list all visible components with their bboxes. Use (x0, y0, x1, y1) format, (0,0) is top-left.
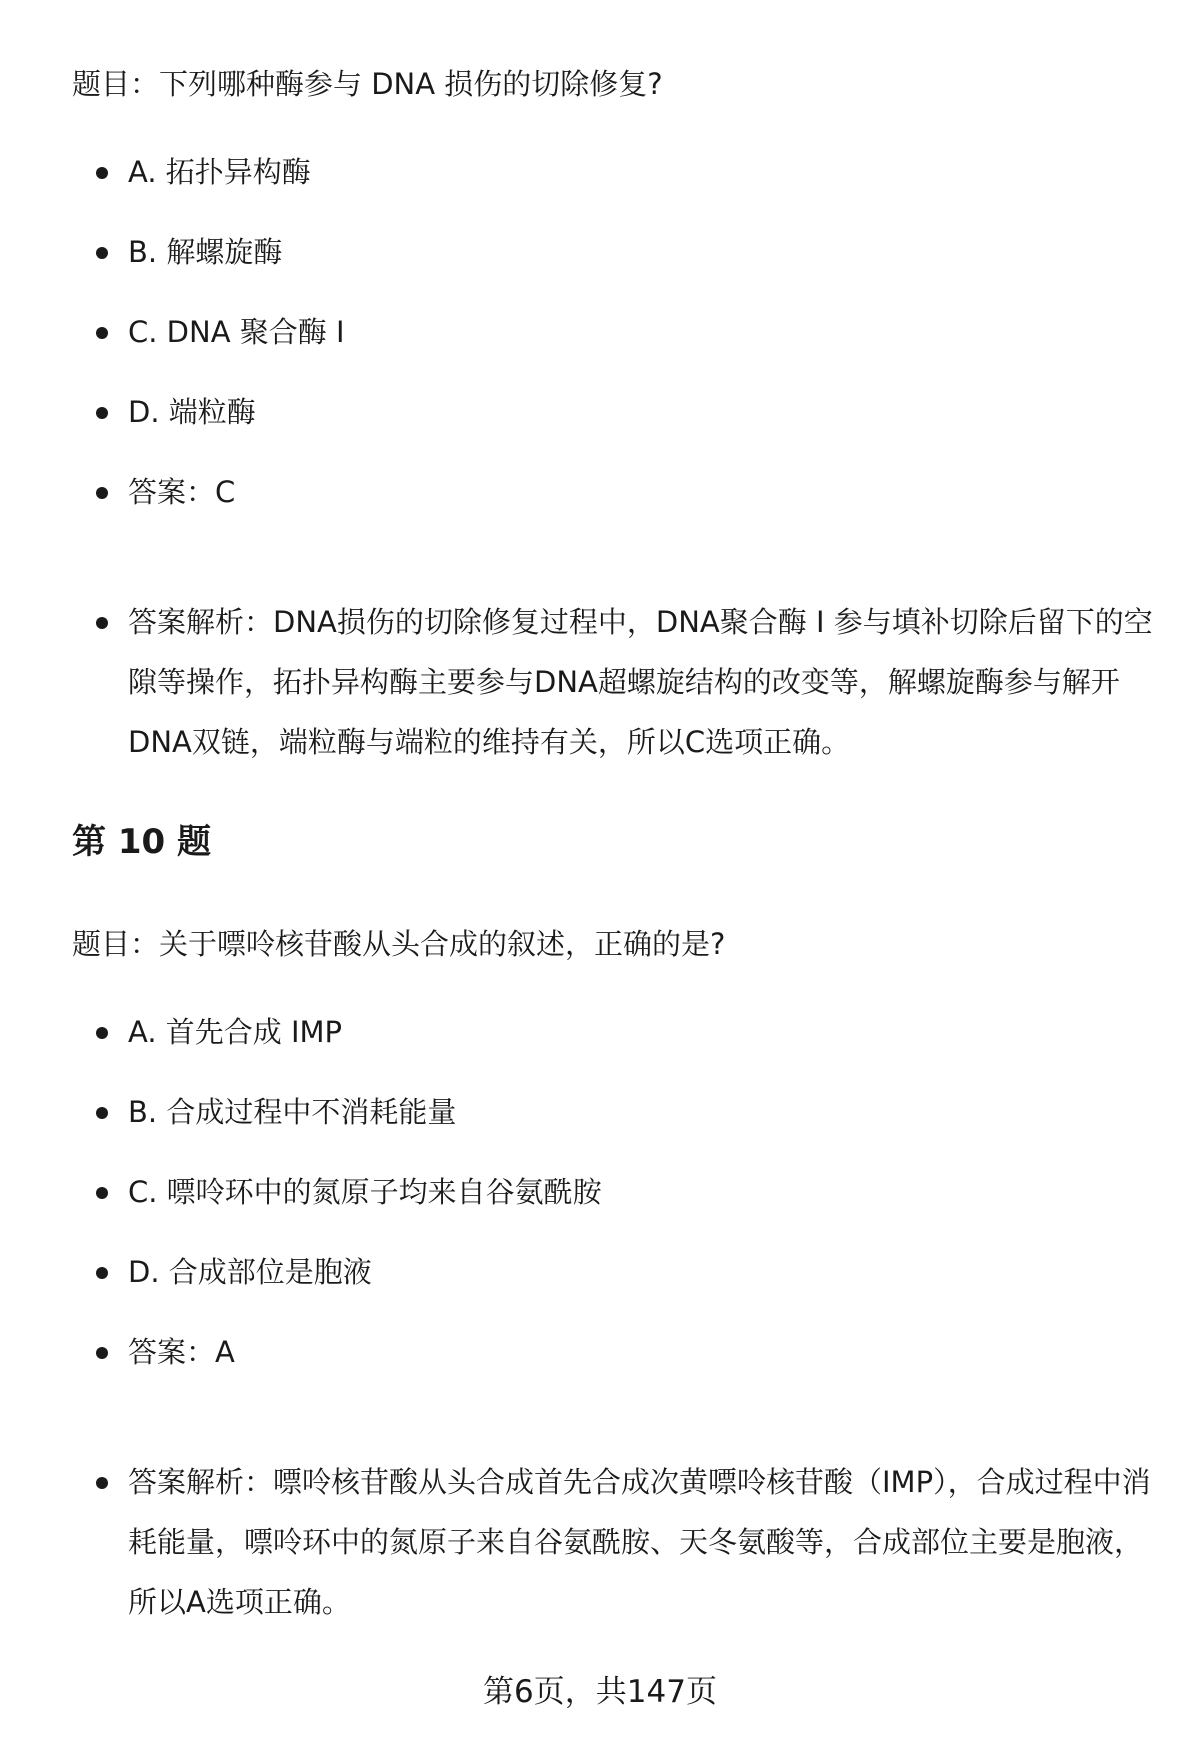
question-10-heading: 第 10 题 (72, 822, 211, 862)
question-9-option-a (96, 142, 1160, 202)
explanation-text: 答案解析：嘌呤核苷酸从头合成首先合成次黄嘌呤核苷酸（IMP），合成过程中消耗能量，嘌呤环中的氮原子来自谷氨酰胺、天冬氨酸等，合成部位主要是胞液，所以A选项正确。 (128, 1465, 1151, 1619)
option-text: B. 解螺旋酶 (128, 235, 283, 269)
bullet-icon (96, 617, 108, 629)
answer-text: 答案：C (128, 475, 236, 509)
question-9-option-b (96, 222, 1160, 282)
bullet-icon (96, 1267, 108, 1279)
question-10-option-d (96, 1242, 1160, 1302)
bullet-icon (96, 1027, 108, 1039)
option-text: C. DNA 聚合酶 I (128, 315, 345, 349)
question-9-prompt: 题目：下列哪种酶参与 DNA 损伤的切除修复? (72, 67, 663, 101)
question-9-option-c (96, 302, 1160, 362)
question-10-option-c (96, 1162, 1160, 1222)
option-text: A. 首先合成 IMP (128, 1015, 343, 1049)
bullet-icon (96, 327, 108, 339)
question-10-option-a (96, 1002, 1160, 1062)
question-9-option-d (96, 382, 1160, 442)
bullet-icon (96, 1187, 108, 1199)
bullet-icon (96, 407, 108, 419)
bullet-icon (96, 1477, 108, 1489)
bullet-icon (96, 1347, 108, 1359)
option-text: A. 拓扑异构酶 (128, 155, 311, 189)
bullet-icon (96, 167, 108, 179)
explanation-text: 答案解析：DNA损伤的切除修复过程中，DNA聚合酶 I 参与填补切除后留下的空隙等操作，拓扑异构酶主要参与DNA超螺旋结构的改变等，解螺旋酶参与解开DNA双链，端粒酶与端粒的维持有关，所以C选项正确。 (128, 605, 1153, 759)
option-text: D. 端粒酶 (128, 395, 256, 429)
answer-text: 答案：A (128, 1335, 235, 1369)
question-10-explanation (96, 1452, 1160, 1632)
bullet-icon (96, 487, 108, 499)
question-10-prompt: 题目：关于嘌呤核苷酸从头合成的叙述，正确的是? (72, 927, 726, 961)
option-text: C. 嘌呤环中的氮原子均来自谷氨酰胺 (128, 1175, 602, 1209)
question-9-answer (96, 462, 1160, 522)
question-9-explanation (96, 592, 1160, 772)
bullet-icon (96, 1107, 108, 1119)
bullet-icon (96, 247, 108, 259)
option-text: D. 合成部位是胞液 (128, 1255, 372, 1289)
question-10-option-b (96, 1082, 1160, 1142)
option-text: B. 合成过程中不消耗能量 (128, 1095, 457, 1129)
question-10-answer (96, 1322, 1160, 1382)
page-number: 第6页，共147页 (483, 1674, 717, 1710)
